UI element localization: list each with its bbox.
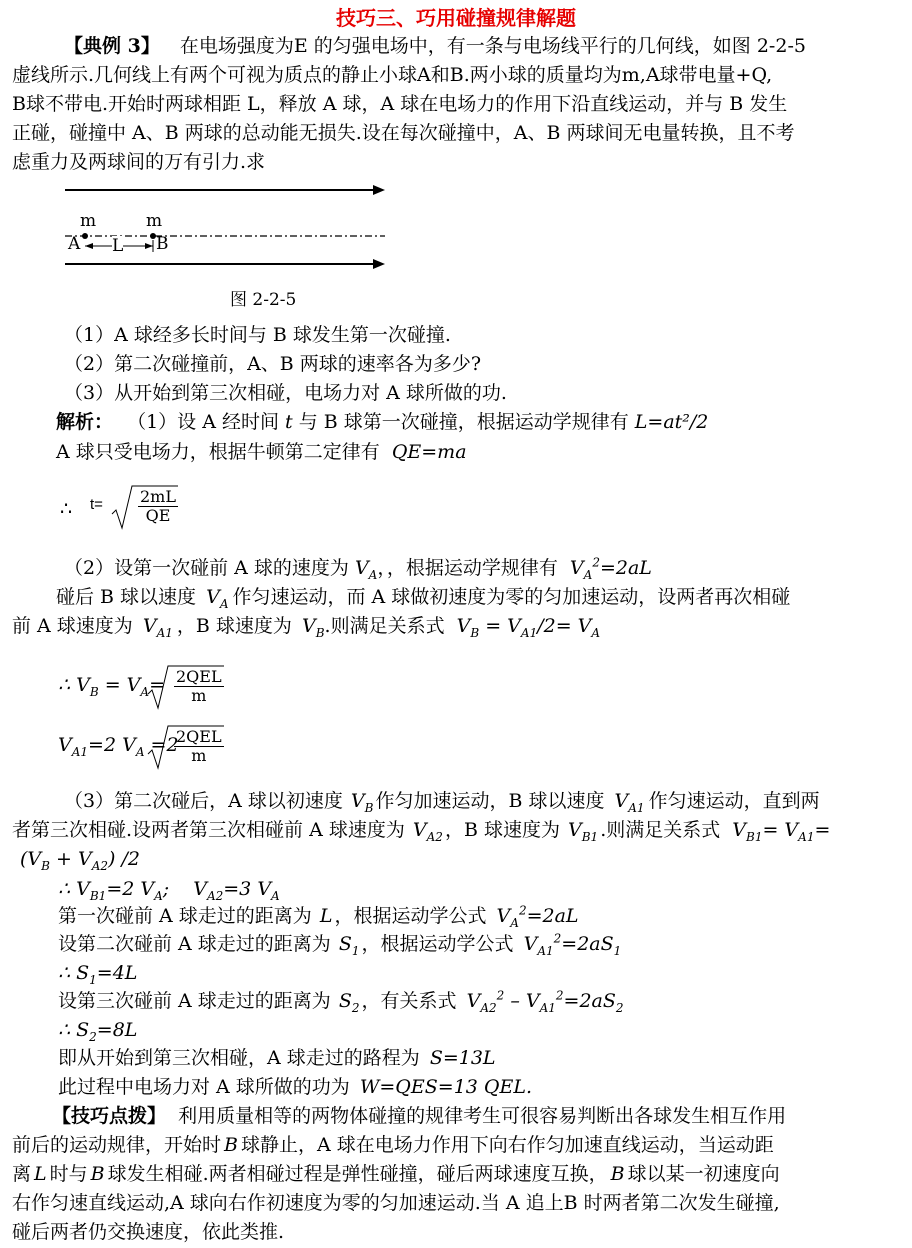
solution-line-13: 设第三次碰前 A 球走过的距离为 $S_2$ ，有关系式 $V_{A2}^2 - V_{A1}^2=2aS_2$ [58, 988, 624, 1015]
solution-line-7: 者第三次相碰.设两者第三次相碰前 A 球速度为 $V_{A2}$ ，B 球速度为 $V_{B1}$ .则满足关系式 $V_{B1}= V_{A1}=$ [12, 819, 831, 844]
solution-line-9: ∴ $V_{B1}=2$ $V_A$; $V_{A2}=3$ $V_A$ [58, 878, 280, 903]
figure-caption: 图 2-2-5 [230, 290, 297, 310]
intro-line-2: 虚线所示.几何线上有两个可视为质点的静止小球A和B.两小球的质量均为m,A球带电量+Q, [12, 64, 773, 86]
formula-time: ∴ t= $\frac{2mL}{QE}$ [60, 482, 200, 532]
solution-line-4: 碰后 B 球以速度 $V_A$ 作匀速运动，而 A 球做初速度为零的匀加速运动，设两者再次相碰 [56, 586, 791, 611]
solution-line-16: 此过程中电场力对 A 球所做的功为 W=QES=13 QEL. [58, 1076, 533, 1098]
solution-line-14: ∴ $S_2=8L$ [58, 1019, 138, 1044]
fraction-2QEL-m: 2QEL m [176, 667, 222, 705]
solution-line-2: A 球只受电场力，根据牛顿第二定律有 QE=ma [56, 441, 467, 463]
label-mass-b: m [146, 211, 163, 231]
intro-line-5: 虑重力及两球间的万有引力.求 [12, 151, 266, 173]
figure-2-2-5 [55, 178, 400, 308]
question-2: （2）第二次碰撞前，A、B 两球的速率各为多少? [64, 353, 481, 375]
tip-line-5: 碰后两者仍交换速度，依此类推. [12, 1221, 285, 1243]
formula-va1: $V_{A1}=2$ $V_A =2$ 2QEL m [58, 722, 278, 772]
intro-line-4: 正碰，碰撞中 A、B 两球的总动能无损失.设在每次碰撞中，A、B 两球间无电量转换，且不考 [12, 122, 795, 144]
field-diagram [55, 178, 400, 288]
intro-text-1: 在电场强度为E 的匀强电场中，有一条与电场线平行的几何线，如图 2-2-5 [179, 35, 806, 57]
distance-arrow-left-icon [85, 243, 93, 249]
arrow-head-bottom-icon [373, 259, 385, 269]
distance-arrow-right-icon [145, 243, 153, 249]
example-tag: 【典例 3】 [64, 35, 160, 57]
solution-line-5: 前 A 球速度为 $V_{A1}$ ，B 球速度为 $V_B$.则满足关系式 $V_B = V_{A1}/2= V_A$ [12, 615, 601, 640]
section-title: 技巧三、巧用碰撞规律解题 [336, 6, 576, 30]
intro-line-1 [64, 33, 806, 59]
solution-label: 解析： [56, 411, 114, 433]
question-1: （1）A 球经多长时间与 B 球发生第一次碰撞. [64, 324, 451, 346]
solution-line-6: （3）第二次碰后，A 球以初速度 $V_B$ 作匀加速运动，B 球以速度 $V_{A1}$ 作匀速运动，直到两 [64, 790, 820, 815]
solution-line-15: 即从开始到第三次相碰，A 球走过的路程为 S=13L [58, 1047, 496, 1069]
ball-a-icon [82, 233, 88, 239]
question-3: （3）从开始到第三次相碰，电场力对 A 球所做的功. [64, 382, 507, 404]
arrow-head-top-icon [373, 185, 385, 195]
solution-line-11: 设第二次碰前 A 球走过的距离为 $S_1$ ，根据运动学公式 $V_{A1}^2=2aS_1$ [58, 931, 622, 958]
intro-line-3: B球不带电.开始时两球相距 L，释放 A 球，A 球在电场力的作用下沿直线运动，并与 B 发生 [12, 93, 788, 115]
tip-line-2: 前后的运动规律，开始时 B 球静止，A 球在电场力作用下向右作匀加速直线运动，当运动距 [12, 1134, 774, 1156]
tip-tag: 【技巧点拨】 [52, 1105, 167, 1127]
tip-line-3: 离 L 时与 B 球发生相碰.两者相碰过程是弹性碰撞，碰后两球速度互换， B 球以某一初速度向 [12, 1163, 780, 1185]
solution-line-12: ∴ $S_1=4L$ [58, 962, 138, 987]
solution-line-10: 第一次碰前 A 球走过的距离为 L ，根据运动学公式 $V_A^2=2aL$ [58, 903, 579, 930]
tip-line-4: 右作匀速直线运动,A 球向右作初速度为零的匀加速运动.当 A 追上B 时两者第二次发生碰撞, [12, 1192, 780, 1214]
label-distance: L [112, 236, 124, 256]
label-ball-b: B [156, 234, 169, 254]
fraction-2QEL-m-2: 2QEL m [176, 727, 222, 765]
fraction-2mL-QE: $\frac{2mL}{QE}$ [140, 487, 176, 525]
formula-vb: ∴ $V_B = V_A=$ 2QEL m [58, 662, 278, 712]
solution-line-1: 解析： （1）设 A 经时间 t 与 B 球第一次碰撞，根据运动学规律有 L=at²/2 [56, 411, 709, 433]
tip-line-1: 【技巧点拨】 利用质量相等的两物体碰撞的规律考生可很容易判断出各球发生相互作用 [52, 1105, 787, 1127]
label-mass-a: m [80, 211, 97, 231]
label-ball-a: A [68, 234, 81, 254]
solution-line-3: （2）设第一次碰前 A 球的速度为 $V_A$，，根据运动学规律有 $V_A^2=2aL$ [64, 555, 652, 582]
solution-line-8: $(V_B + V_{A2})$ /2 [20, 848, 140, 873]
